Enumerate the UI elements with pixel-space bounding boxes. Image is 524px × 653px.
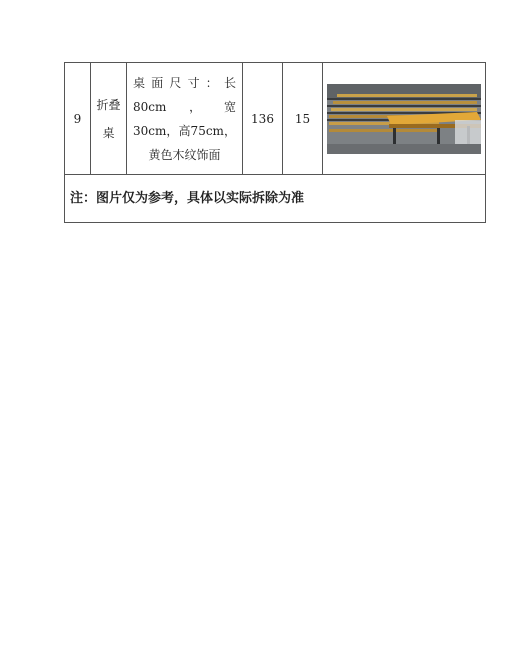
item-spec: 桌面尺寸：长80cm，宽 30cm，高75cm，黄色木纹饰面 <box>133 75 236 162</box>
item-name: 折叠桌 <box>96 97 121 140</box>
item-name-cell <box>91 63 127 175</box>
item-spec-cell <box>127 63 243 175</box>
folding-table-photo <box>327 84 481 154</box>
inventory-table <box>64 62 486 223</box>
note-text: 注：图片仅为参考，具体以实际拆除为准 <box>70 190 305 206</box>
item-photo-cell <box>323 63 486 175</box>
table-row <box>65 63 486 175</box>
item-quantity: 136 <box>251 111 274 126</box>
note-cell <box>65 175 486 223</box>
item-quantity-cell <box>243 63 283 175</box>
item-number: 9 <box>73 111 82 126</box>
item-count-cell <box>283 63 323 175</box>
item-count: 15 <box>294 111 311 126</box>
note-row <box>65 175 486 223</box>
item-number-cell <box>65 63 91 175</box>
